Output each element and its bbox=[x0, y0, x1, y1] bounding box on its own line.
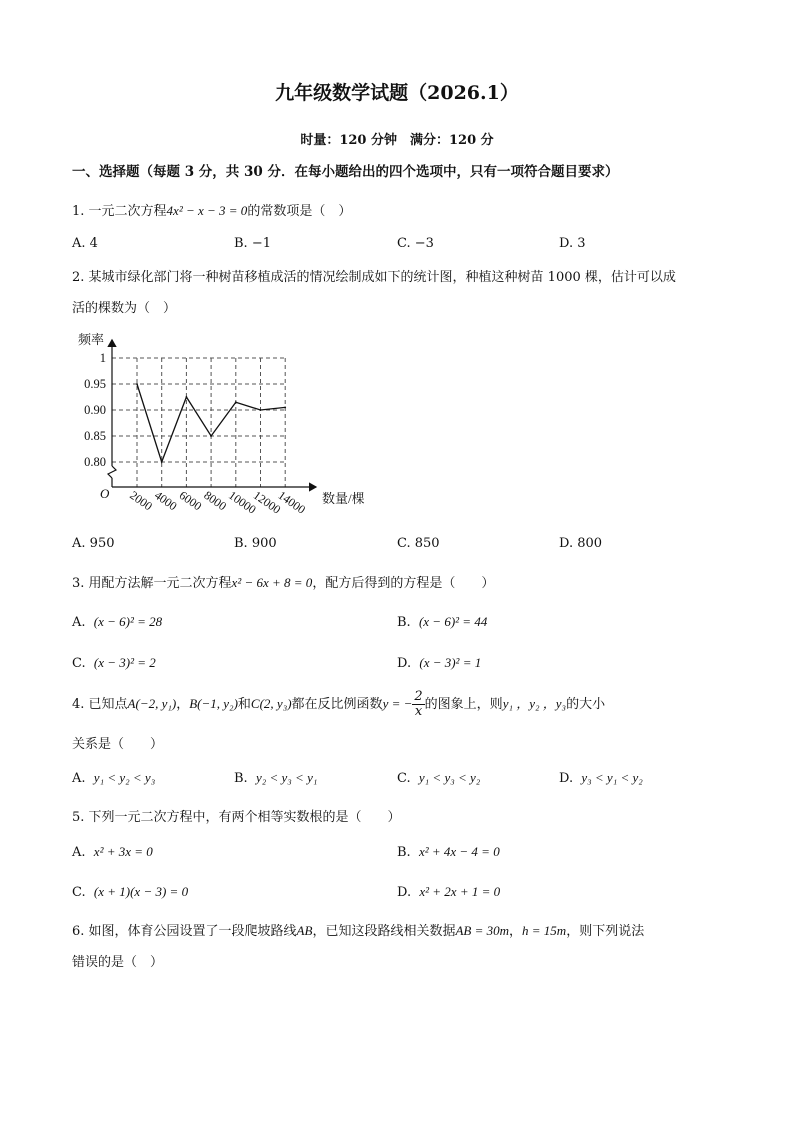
q3-option-b[interactable]: B. (x − 6)² = 44 bbox=[397, 614, 488, 630]
q3-option-c[interactable]: C. (x − 3)² = 2 bbox=[72, 655, 156, 671]
y-axis-break bbox=[108, 466, 116, 478]
x-tick-label: 6000 bbox=[176, 487, 205, 514]
x-tick-label: 8000 bbox=[201, 487, 230, 514]
question-2-line-1: 2. 某城市绿化部门将一种树苗移植成活的情况绘制成如下的统计图，种植这种树苗 1000 棵，估计可以成 bbox=[72, 270, 676, 285]
survival-frequency-chart bbox=[70, 326, 390, 526]
origin-label: O bbox=[100, 486, 110, 501]
q3-option-d[interactable]: D. (x − 3)² = 1 bbox=[397, 655, 482, 671]
q4-option-b[interactable]: B. y₂ < y₃ < y₁ bbox=[234, 770, 318, 786]
x-tick-label: 12000 bbox=[250, 487, 284, 517]
y-tick-label: 0.80 bbox=[84, 455, 106, 469]
q5-option-c[interactable]: C. (x + 1)(x − 3) = 0 bbox=[72, 884, 189, 900]
page-title: 九年级数学试题（2026.1） bbox=[275, 82, 519, 104]
data-point bbox=[284, 407, 286, 409]
y-axis-label: 频率 bbox=[78, 332, 105, 347]
q1-option-c[interactable]: C. −3 bbox=[397, 236, 434, 251]
q4-option-d[interactable]: D. y₃ < y₁ < y₂ bbox=[559, 770, 643, 786]
function-lhs: y = − bbox=[382, 696, 413, 711]
q5-option-d[interactable]: D. x² + 2x + 1 = 0 bbox=[397, 884, 501, 900]
q1-option-b[interactable]: B. −1 bbox=[234, 236, 271, 251]
point-a: A(−2, y₁) bbox=[127, 696, 177, 711]
data-point bbox=[235, 401, 237, 403]
question-2-line-2: 活的棵数为（ ） bbox=[72, 301, 177, 316]
y-tick-label: 0.95 bbox=[84, 377, 106, 391]
q2-option-b[interactable]: B. 900 bbox=[234, 536, 277, 551]
q2-option-a[interactable]: A. 950 bbox=[72, 536, 115, 551]
question-6-line-1: 6. 如图，体育公园设置了一段爬坡路线AB，已知这段路线相关数据AB = 30m，h = 15m，则下列说法 bbox=[72, 923, 645, 939]
question-5-stem: 5. 下列一元二次方程中，有两个相等实数根的是（ ） bbox=[72, 810, 401, 825]
y-tick-label: 1 bbox=[99, 351, 106, 365]
q4-option-a[interactable]: A. y₁ < y₂ < y₃ bbox=[72, 770, 156, 786]
q4-option-c[interactable]: C. y₁ < y₃ < y₂ bbox=[397, 770, 481, 786]
x-tick-label: 14000 bbox=[275, 487, 309, 517]
point-c: C(2, y₃) bbox=[250, 696, 292, 711]
question-6-line-2: 错误的是（ ） bbox=[72, 955, 164, 970]
q3-option-a[interactable]: A. (x − 6)² = 28 bbox=[72, 614, 163, 630]
y-tick-label: 0.85 bbox=[84, 429, 106, 443]
q2-option-d[interactable]: D. 800 bbox=[559, 536, 603, 551]
q1-option-d[interactable]: D. 3 bbox=[559, 236, 586, 251]
q4-variables: y₁ ，y₂ ，y₃ bbox=[502, 696, 567, 711]
q2-option-c[interactable]: C. 850 bbox=[397, 536, 440, 551]
q3-equation: x² − 6x + 8 = 0 bbox=[231, 575, 313, 590]
x-axis-label: 数量/棵 bbox=[322, 491, 365, 506]
question-1-stem: 1. 一元二次方程4x² − x − 3 = 0的常数项是（ ） bbox=[72, 203, 352, 219]
data-point bbox=[210, 435, 212, 437]
x-tick-label: 4000 bbox=[151, 487, 180, 514]
question-4-line-2: 关系是（ ） bbox=[72, 737, 164, 752]
q1-equation: 4x² − x − 3 = 0 bbox=[166, 203, 248, 218]
q5-option-a[interactable]: A. x² + 3x = 0 bbox=[72, 844, 153, 860]
q1-option-a[interactable]: A. 4 bbox=[72, 236, 98, 251]
data-point bbox=[186, 396, 188, 398]
point-b: B(−1, y₂) bbox=[189, 696, 238, 711]
question-4-line-1: 4. 已知点A(−2, y₁)，B(−1, y₂)和C(2, y₃)都在反比例函数y = − $\frac{2}{x}$ 的图象上，则y₁ ，y₂ ，y₃的大小 bbox=[72, 689, 606, 719]
section-heading: 一、选择题（每题 3 分，共 30 分．在每小题给出的四个选项中，只有一项符合题目要求） bbox=[72, 164, 619, 180]
exam-meta: 时量：120 分钟 满分：120 分 bbox=[300, 133, 494, 148]
function-fraction: $\frac{2}{x}$ bbox=[414, 689, 423, 719]
data-point bbox=[260, 409, 262, 411]
y-tick-label: 0.90 bbox=[84, 403, 106, 417]
data-point bbox=[136, 383, 138, 385]
question-3-stem: 3. 用配方法解一元二次方程x² − 6x + 8 = 0，配方后得到的方程是（ ） bbox=[72, 575, 495, 591]
data-point bbox=[161, 461, 163, 463]
x-tick-label: 10000 bbox=[226, 487, 259, 517]
q5-option-b[interactable]: B. x² + 4x − 4 = 0 bbox=[397, 844, 500, 860]
x-tick-label: 2000 bbox=[127, 487, 155, 514]
